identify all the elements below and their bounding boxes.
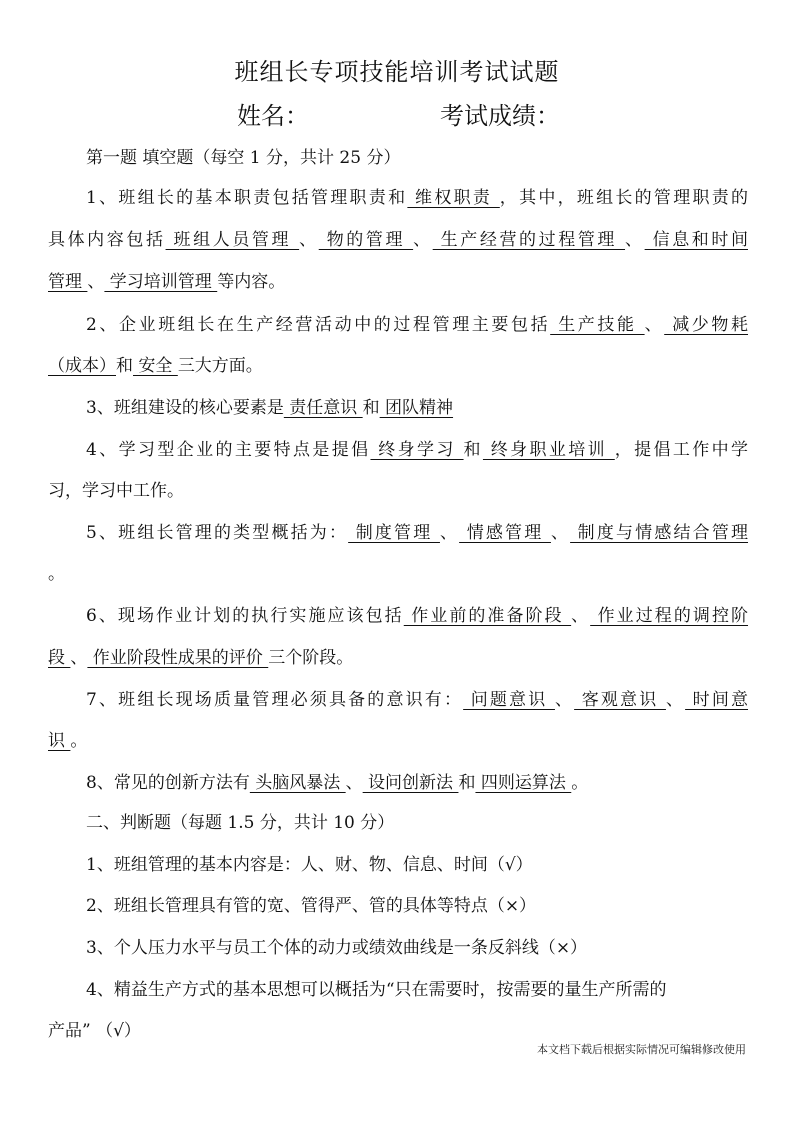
footer-note: 本文档下载后根据实际情况可编辑修改使用 [537,1043,746,1056]
question-1-line-3: 管理 、 学习培训管理 等内容。 [48,272,286,292]
answer-blank: 生产技能 [550,315,645,335]
question-5-line-2: 。 [48,564,65,584]
answer-blank: 段 [48,648,71,668]
question-5-line-1: 5、班组长管理的类型概括为： 制度管理 、 情感管理 、 制度与情感结合管理 [86,523,749,543]
answer-blank: 终身学习 [370,440,464,460]
question-2-line-1: 2、企业班组长在生产经营活动中的过程管理主要包括 生产技能 、 减少物耗 [86,315,749,335]
question-1-line-2: 具体内容包括 班组人员管理 、 物的管理 、 生产经营的过程管理 、 信息和时间 [48,230,748,250]
question-1-line-1: 1、班组长的基本职责包括管理职责和 维权职责 ，其中，班组长的管理职责的 [86,188,749,208]
question-3: 3、班组建设的核心要素是 责任意识 和 团队精神 [86,398,454,418]
document-title: 班组长专项技能培训考试试题 [234,58,560,86]
answer-blank: 减少物耗 [664,315,749,335]
answer-blank: 识 [48,731,71,751]
judgement-2: 2、班组长管理具有管的宽、管得严、管的具体等特点（×） [86,896,537,916]
answer-blank: 作业阶段性成果的评价 [87,648,269,668]
section-1-heading: 第一题 填空题（每空 1 分，共计 25 分） [86,148,401,168]
answer-blank: 作业前的准备阶段 [403,606,572,626]
answer-blank: 时间意 [685,690,749,710]
judgement-3: 3、个人压力水平与员工个体的动力或绩效曲线是一条反斜线（×） [86,938,588,958]
answer-blank: 四则运算法 [475,773,572,793]
answer-blank: 责任意识 [283,398,363,418]
question-4-line-1: 4、学习型企业的主要特点是提倡 终身学习 和 终身职业培训 ，提倡工作中学 [86,440,749,460]
question-6-line-2: 段 、 作业阶段性成果的评价 三个阶段。 [48,648,354,668]
judgement-1: 1、班组管理的基本内容是：人、财、物、信息、时间（√） [86,855,533,875]
judgement-4-line-1: 4、精益生产方式的基本思想可以概括为“只在需要时，按需要的量生产所需的 [86,980,667,1000]
answer-blank: 管理 [48,272,88,292]
answer-blank: 作业过程的调控阶 [590,606,749,626]
answer-blank: 信息和时间 [644,230,748,250]
answer-blank: 情感管理 [459,523,551,543]
answer-blank: 头脑风暴法 [249,773,346,793]
answer-blank: 维权职责 [407,188,500,208]
question-7-line-1: 7、班组长现场质量管理必须具备的意识有： 问题意识 、 客观意识 、 时间意 [86,690,749,710]
answer-blank: 终身职业培训 [482,440,615,460]
answer-blank: 学习培训管理 [104,272,218,292]
judgement-4-line-2: 产品” （√） [48,1021,141,1041]
question-2-line-2: （成本）和 安全 三大方面。 [48,356,263,376]
answer-blank: 团队精神 [379,398,454,418]
answer-blank: 设问创新法 [362,773,459,793]
answer-blank: 制度与情感结合管理 [570,523,749,543]
answer-blank: 安全 [133,356,178,376]
question-6-line-1: 6、现场作业计划的执行实施应该包括 作业前的准备阶段 、 作业过程的调控阶 [86,606,749,626]
answer-blank: 班组人员管理 [165,230,300,250]
answer-blank: 问题意识 [463,690,555,710]
question-8: 8、常见的创新方法有 头脑风暴法 、 设问创新法 和 四则运算法 。 [86,773,589,793]
question-4-line-2: 习，学习中工作。 [48,481,184,501]
answer-blank: 生产经营的过程管理 [432,230,626,250]
answer-blank: 制度管理 [348,523,440,543]
section-2-heading: 二、判断题（每题 1.5 分，共计 10 分） [86,813,395,833]
name-label: 姓名： [237,102,309,130]
answer-blank: 物的管理 [318,230,414,250]
question-7-line-2: 识 。 [48,731,88,751]
answer-blank: 客观意识 [574,690,666,710]
score-label: 考试成绩： [440,102,560,130]
answer-blank: （成本） [48,356,116,376]
